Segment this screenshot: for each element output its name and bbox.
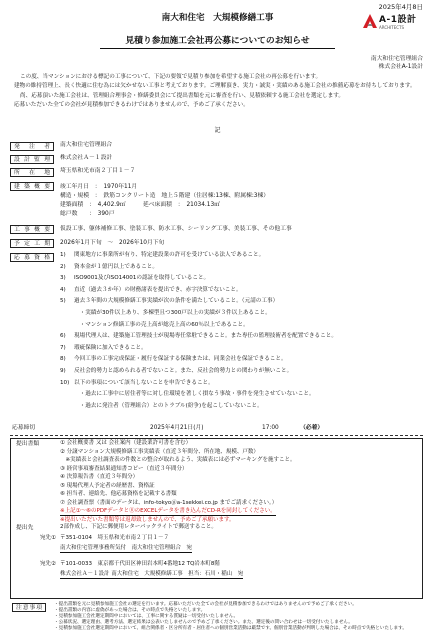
qualification-text: 今回工事の工事完成保証・履行を保証する保険または、同業会社を保証できること。 (74, 356, 287, 363)
qualification-text: 反社会的勢力と認められる者でないこと。また、反社会的勢力との関わりが無いこと。 (74, 367, 293, 374)
qualification-text: 関東地方に事業所が有り、特定建設業の許可を受けている法人であること。 (74, 252, 265, 258)
location-value: 埼玉県和光市南２丁目１－７ (60, 168, 136, 174)
docs-label: 提出書類 (16, 441, 40, 447)
bullet-icon: ・ (54, 608, 59, 613)
submission-doc-item: ① 会社概要書 又は 会社案内（建設業許可書を含む） (60, 440, 192, 446)
logo-subtext: ARCHITECTS (379, 25, 405, 30)
orderer-value: 南大和住宅管理組合 (60, 142, 113, 148)
qualification-item (60, 378, 423, 390)
qualification-text: ・過去に工事中に居住者等に対し住環境を著しく損なう事故・事件を発生させていないこと。 (74, 391, 315, 398)
qualification-text: 直近（過去３か年）の財務諸表を提出でき、赤字決算でないこと。 (74, 286, 242, 293)
location-label: 所在地 (10, 168, 54, 177)
qualification-number: 3) (60, 275, 66, 282)
building-structure: 構造・規模 ： 鉄筋コンクリート造 地上５階建（住居棟:13棟、附属棟:3棟） (60, 193, 270, 199)
qualification-item (60, 250, 423, 262)
intro-line: 建物の維持管理上、長く快適に住む為には欠かせない工事と考えております。ご理解頂き、実力・誠実・実績のある施工会社の推薦応募をお待ちしております。 (14, 83, 416, 90)
summary-value: 仮設工事、躯体補修工事、塗装工事、防水工事、シーリング工事、美装工事、その他工事 (60, 226, 292, 232)
qualification-label: 応募資格 (10, 253, 54, 262)
qualification-item (60, 389, 423, 401)
qualification-item (60, 262, 423, 274)
dest1-label: 宛先① (40, 535, 56, 541)
summary-label: 工事概要 (10, 225, 54, 234)
designer-value: 株式会社Ａ－１設計 (60, 155, 113, 161)
sender-company: 株式会社A-1設計 (378, 64, 423, 70)
qualification-number: 6) (60, 333, 66, 340)
note-text: 見積参加施工会社選定期間中において、組合関係者・区分所有者・居住者への個別営業活動は厳禁です。個別営業活動が判明した場合は、その時点で失格といたします。 (58, 626, 407, 631)
intro-line: 応募いただいた全ての会社が見積参加できるわけではありませんので、予めご了承ください。 (14, 101, 249, 108)
qualification-text: ・実績が30件以上あり、多棟型且つ300戸以上の実績が３件以上あること。 (74, 309, 271, 316)
submission-doc-item: ※実績表と会社調査表の件数との整合が取れるよう、実績表には必ずマーキングを施すこと。 (60, 457, 296, 463)
dest1-line: 〒351-0104 埼玉県和光市南２丁目１－７ (60, 535, 169, 541)
sender-association: 南大和住宅管理組合 (370, 56, 423, 62)
submission-doc-item: ② 分譲マンション大規模修繕工事実績表（直近３年間分、所在地、規模、戸数） (60, 448, 259, 455)
note-text: 見積参加施工会社選定期間中においては、工事に関する質疑は一切受付いたしません。 (58, 614, 239, 619)
logo-name: A-1設計 (379, 15, 417, 25)
submission-doc-item: ④ 決算報告書（直近３年間分） (60, 474, 139, 480)
intro-text (14, 73, 423, 110)
dest2-line: 株式会社Ａ－１設計 南大和住宅 大規模修繕工事 担当：石川・稲山 宛 (60, 571, 243, 579)
qualification-text: 瑕疵保険に加入できること。 (74, 344, 147, 351)
deadline-time: 17:00 (262, 425, 279, 431)
dest-label: 提出先 (16, 525, 34, 531)
qualification-number: 5) (60, 298, 66, 305)
qualification-item (60, 273, 423, 285)
qualification-number: 9) (60, 367, 66, 374)
building-units: 総戸数 ： 390戸 (60, 211, 115, 217)
document-title: 見積り参加施工会社再公募についてのお知らせ (125, 36, 310, 46)
dest2-line: 〒101-0033 東京都千代田区神田岩本町4番地12 TQ岩本町8階 (60, 561, 220, 567)
ki-heading: 記 (214, 127, 221, 134)
designer-label: 設計監理 (10, 155, 54, 164)
qualification-item (60, 354, 423, 366)
qualification-text: 以下の事項について該当しないことを申告できること。 (74, 379, 214, 386)
qualification-item (60, 285, 423, 297)
submission-doc-item: ③ 経営事項審査結果通知書コピー（直近３年間分） (60, 465, 188, 472)
qualification-text: ・過去に発注者（管理組合）とのトラブル(紛争)を起こしていないこと。 (74, 402, 263, 409)
dest-intro: 2部作成し、下記に郵便用レターパックライトで郵送すること。 (60, 524, 217, 530)
building-area: 建築面積 ： 4,402.9㎡ 延べ床面積 ： 21034.13㎡ (60, 202, 220, 208)
dest2-label: 宛先② (40, 561, 56, 567)
orderer-label: 発注者 (10, 142, 54, 151)
period-value: 2026年1月下旬 ～ 2026年10月下旬 (60, 240, 165, 246)
note-item (54, 626, 407, 632)
building-completed: 竣工年月日 ： 1970年11月 (60, 184, 138, 190)
bullet-icon: ・ (54, 626, 59, 631)
note-text: 提出書類の内容に虚偽があった場合は、その時点で失格といたします。 (58, 608, 206, 613)
qualification-item (60, 308, 423, 320)
title-underline (100, 48, 335, 49)
qualification-text: ISO9001及びISO14001の認証を取得していること。 (74, 275, 210, 282)
note-text: 公募状況、選定理由、選考方法、選定結果は公表いたしませんので予めご了承ください。また、選定後の問い合わせは一切受付いたしません。 (58, 620, 353, 625)
qualification-text: 過去３年間の大規模修繕工事実績が次の条件を満たしていること。（元請の工事） (74, 298, 279, 305)
qualification-text: 資本金が１億円以上であること。 (74, 263, 158, 270)
deadline-label: 応募締切 (12, 425, 36, 431)
qualification-list (60, 250, 423, 412)
deadline-note: （必着） (300, 425, 324, 431)
bullet-icon: ・ (54, 614, 59, 619)
qualification-text: ・マンション修繕工事の売上高が総売上高の60％以上であること。 (74, 321, 249, 328)
qualification-number: 2) (60, 263, 66, 270)
qualification-text: 現場代理人は、建築施工管理技士が現場専任常駐できること。また専任の監理技術者を配置できること。 (74, 333, 337, 340)
intro-line: 尚、応募頂いた施工会社は、管理組合理事会・修繕委員会にて提出書類を元に審査を行い、見積依頼する施工会社を選定します。 (20, 92, 344, 99)
qualification-number: 1) (60, 252, 66, 258)
qualification-item (60, 366, 423, 378)
qualification-number: 10) (60, 379, 70, 386)
deadline-date: 2025年4月21日(月) (150, 425, 204, 431)
period-label: 予定工期 (10, 239, 54, 248)
intro-line: この度、当マンションにおける標記の工事について、下記の要領で見積り参加を希望する施工会社の再公募を行います。 (20, 74, 322, 80)
note-text: 提出書類を元に見積参加施工会社の選定を行います。応募いただいた全ての会社が見積参加できるわけではありませんので予めご了承ください。 (58, 602, 357, 607)
notes-label: 注意事項 (12, 603, 46, 612)
submission-doc-item: ※上記①～⑥のPDFデータとⓇのEXCELデータを書き込んだCD-Rを同封してください。 (60, 508, 276, 516)
divider (10, 435, 423, 436)
document-date: 2025年4月8日 (378, 3, 423, 11)
submission-doc-item: ⑦ 会社調査票（書面のデータは、info-tokyo＠a-1sekkei.co.jp までご請求ください。） (60, 499, 278, 506)
dest1-line: 南大和住宅管理事務所気付 南大和住宅管理組合 宛 (60, 545, 192, 553)
qualification-item (60, 296, 423, 308)
qualification-item (60, 331, 423, 343)
qualification-item (60, 343, 423, 355)
document-subject: 南大和住宅 大規模修繕工事 (161, 13, 274, 23)
qualification-item (60, 320, 423, 332)
qualification-number: 7) (60, 344, 66, 351)
submission-doc-item: ⑤ 現場代理人予定者の経歴書、資格証 (60, 482, 155, 489)
qualification-number: 8) (60, 356, 66, 363)
bullet-icon: ・ (54, 602, 59, 607)
submission-doc-item: ※提出いただいた書類等は返却致しませんので、予めご了承願います。 (60, 516, 235, 523)
qualification-number: 4) (60, 286, 66, 293)
building-label: 建築概要 (10, 182, 54, 191)
submission-doc-item: ⑥ 担当者、連絡先、他応募資格を記載する書類 (60, 491, 177, 497)
bullet-icon: ・ (54, 620, 59, 625)
qualification-item (60, 401, 423, 413)
